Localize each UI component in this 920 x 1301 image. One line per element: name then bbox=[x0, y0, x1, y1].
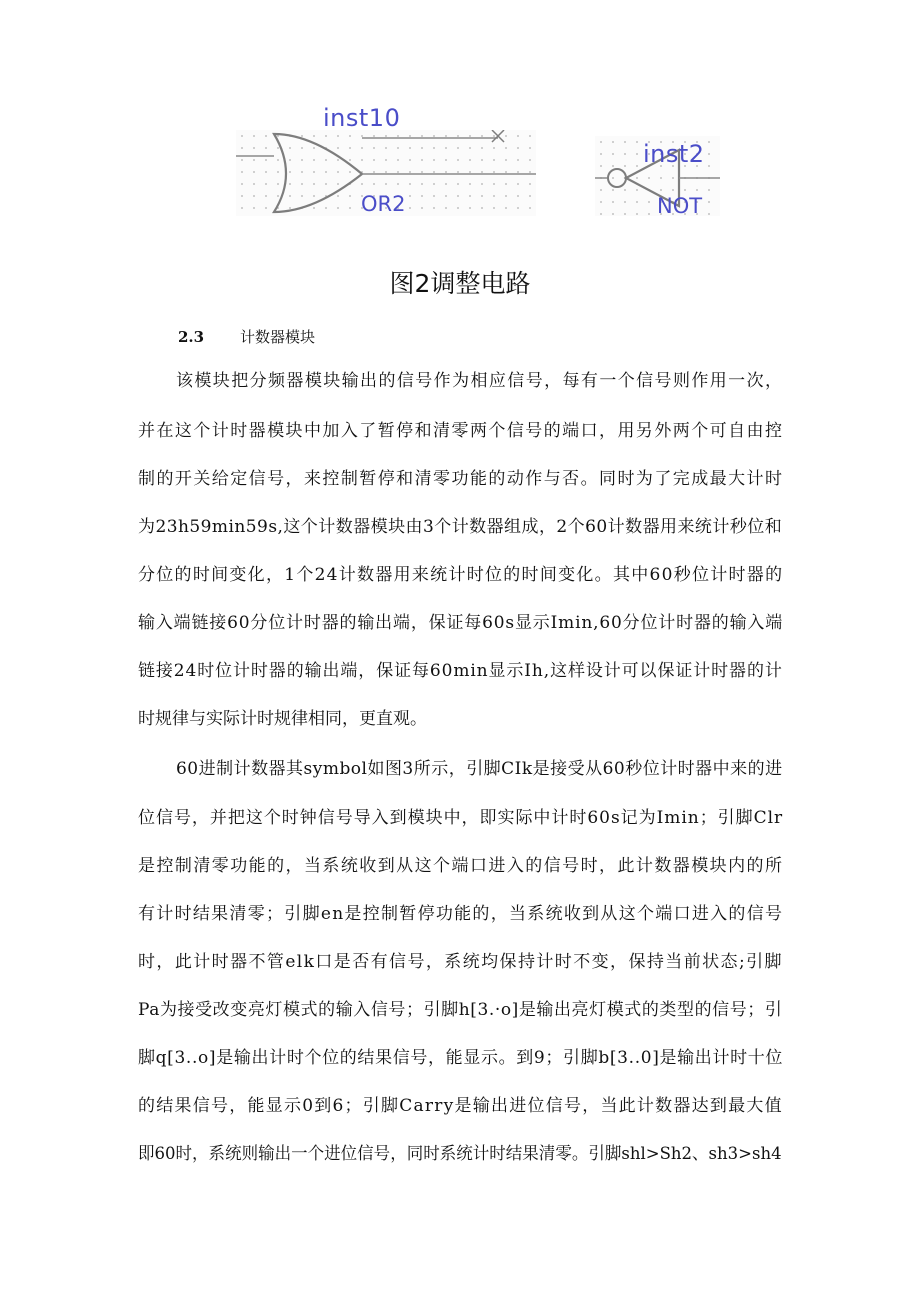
text-line: 制的开关给定信号，来控制暂停和清零功能的动作与否。同时为了完成最大计时 bbox=[138, 469, 784, 489]
figure-schematics bbox=[0, 100, 920, 225]
or-gate-instance-label: inst10 bbox=[323, 104, 401, 132]
text-line: 并在这个计时器模块中加入了暂停和清零两个信号的端口，用另外两个可自由控 bbox=[138, 421, 784, 441]
not-gate-type-label: NOT bbox=[657, 194, 703, 218]
section-number: 2.3 bbox=[178, 328, 205, 346]
text-line: 链接24时位计时器的输出端，保证每60min显示Ih,这样设计可以保证计时器的计 bbox=[138, 661, 783, 681]
text-line: 是控制清零功能的，当系统收到从这个端口进入的信号时，此计数器模块内的所 bbox=[138, 856, 784, 876]
text-line: 时规律与实际计时规律相同，更直观。 bbox=[138, 709, 427, 729]
not-gate-instance-label: inst2 bbox=[643, 140, 705, 168]
text-line: 输入端链接60分位计时器的输出端，保证每60s显示Imin,60分位计时器的输入端 bbox=[138, 613, 784, 633]
section-heading bbox=[178, 326, 315, 347]
text-line: 该模块把分频器模块输出的信号作为相应信号，每有一个信号则作用一次， bbox=[176, 371, 784, 391]
text-line: 时，此计时器不管elk口是否有信号，系统均保持计时不变，保持当前状态;引脚 bbox=[138, 952, 783, 972]
text-line: 位信号，并把这个时钟信号导入到模块中，即实际中计时60s记为Imin；引脚Clr bbox=[138, 808, 784, 828]
or-gate-type-label: OR2 bbox=[361, 192, 406, 216]
text-line: 的结果信号，能显示0到6；引脚Carry是输出进位信号，当此计数器达到最大值 bbox=[138, 1096, 783, 1116]
figure-caption: 图2调整电路 bbox=[389, 269, 531, 298]
text-line: 有计时结果清零；引脚en是控制暂停功能的，当系统收到从这个端口进入的信号 bbox=[138, 904, 784, 924]
text-line: 60进制计数器其symbol如图3所示，引脚CIk是接受从60秒位计时器中来的进 bbox=[176, 759, 783, 779]
text-line: 脚q[3..o]是输出计时个位的结果信号，能显示。到9；引脚b[3..0]是输出计时十位 bbox=[138, 1048, 784, 1068]
text-line: Pa为接受改变亮灯模式的输入信号；引脚h[3.·o]是输出亮灯模式的类型的信号；引 bbox=[138, 1000, 783, 1020]
section-title: 计数器模块 bbox=[240, 328, 316, 346]
text-line: 为23h59min59s,这个计数器模块由3个计数器组成，2个60计数器用来统计秒位和 bbox=[138, 517, 783, 537]
text-line: 即60时，系统则输出一个进位信号，同时系统计时结果清零。引脚shl>Sh2、sh3>sh4 bbox=[138, 1144, 782, 1164]
text-line: 分位的时间变化，1个24计数器用来统计时位的时间变化。其中60秒位计时器的 bbox=[138, 565, 784, 585]
